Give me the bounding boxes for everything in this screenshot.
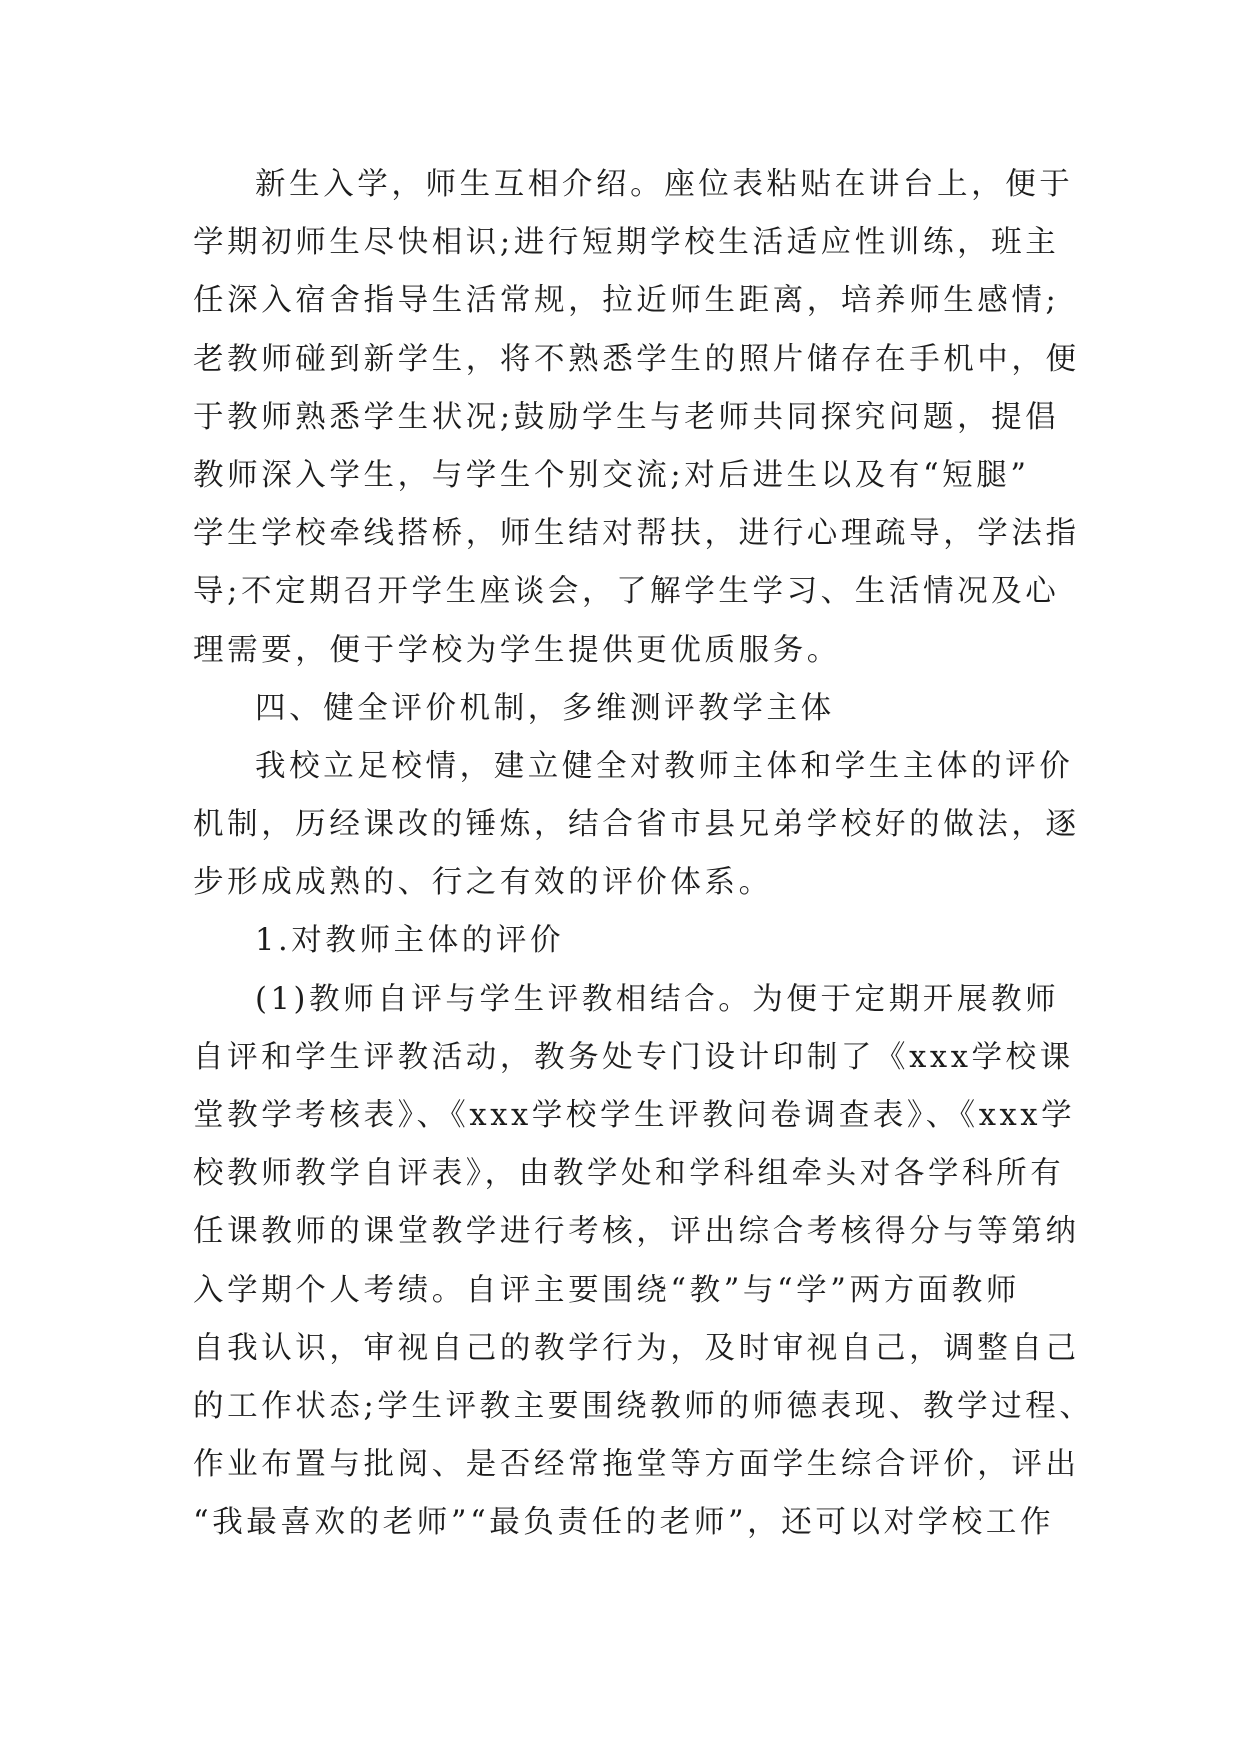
text-line: 学生学校牵线搭桥，师生结对帮扶，进行心理疏导，学法指 [193,516,1080,552]
text-line: 作业布置与批阅、是否经常拖堂等方面学生综合评价，评出 [193,1447,1080,1483]
text-line: 学期初师生尽快相识;进行短期学校生活适应性训练，班主 [193,225,1060,261]
text-line: (1)教师自评与学生评教相结合。为便于定期开展教师 [255,981,1060,1017]
subsection-heading: 1.对教师主体的评价 [255,923,565,959]
text-line: 我校立足校情，建立健全对教师主体和学生主体的评价 [255,748,1074,784]
text-line: 新生入学，师生互相介绍。座位表粘贴在讲台上，便于 [255,167,1074,202]
text-line: 任课教师的课堂教学进行考核，评出综合考核得分与等第纳 [193,1214,1080,1250]
text-line: 老教师碰到新学生，将不熟悉学生的照片储存在手机中，便 [193,341,1080,377]
text-line: 导;不定期召开学生座谈会，了解学生学习、生活情况及心 [193,574,1060,610]
text-line: 机制，历经课改的锤炼，结合省市县兄弟学校好的做法，逐 [193,807,1080,843]
text-line: 堂教学考核表》、《xxx学校学生评教问卷调查表》、《xxx学 [193,1098,1076,1133]
text-line: 教师深入学生，与学生个别交流;对后进生以及有“短腿” [193,457,1030,493]
body-text [193,156,1094,1553]
text-line: 任深入宿舍指导生活常规，拉近师生距离，培养师生感情; [193,283,1060,319]
text-line: “我最喜欢的老师”“最负责任的老师”，还可以对学校工作 [193,1505,1055,1541]
text-line: 的工作状态;学生评教主要围绕教师的师德表现、教学过程、 [193,1388,1094,1424]
text-line: 于教师熟悉学生状况;鼓励学生与老师共同探究问题，提倡 [193,399,1060,435]
text-line: 自我认识，审视自己的教学行为，及时审视自己，调整自己 [193,1330,1080,1366]
text-line: 自评和学生评教活动，教务处专门设计印制了《xxx学校课 [193,1039,1074,1075]
text-line: 校教师教学自评表》，由教学处和学科组牵头对各学科所有 [193,1156,1065,1192]
text-line: 理需要，便于学校为学生提供更优质服务。 [193,632,841,668]
section-heading: 四、健全评价机制，多维测评教学主体 [255,690,835,726]
text-line: 入学期个人考绩。自评主要围绕“教”与“学”两方面教师 [193,1272,1020,1308]
text-line: 步形成成熟的、行之有效的评价体系。 [193,865,773,901]
